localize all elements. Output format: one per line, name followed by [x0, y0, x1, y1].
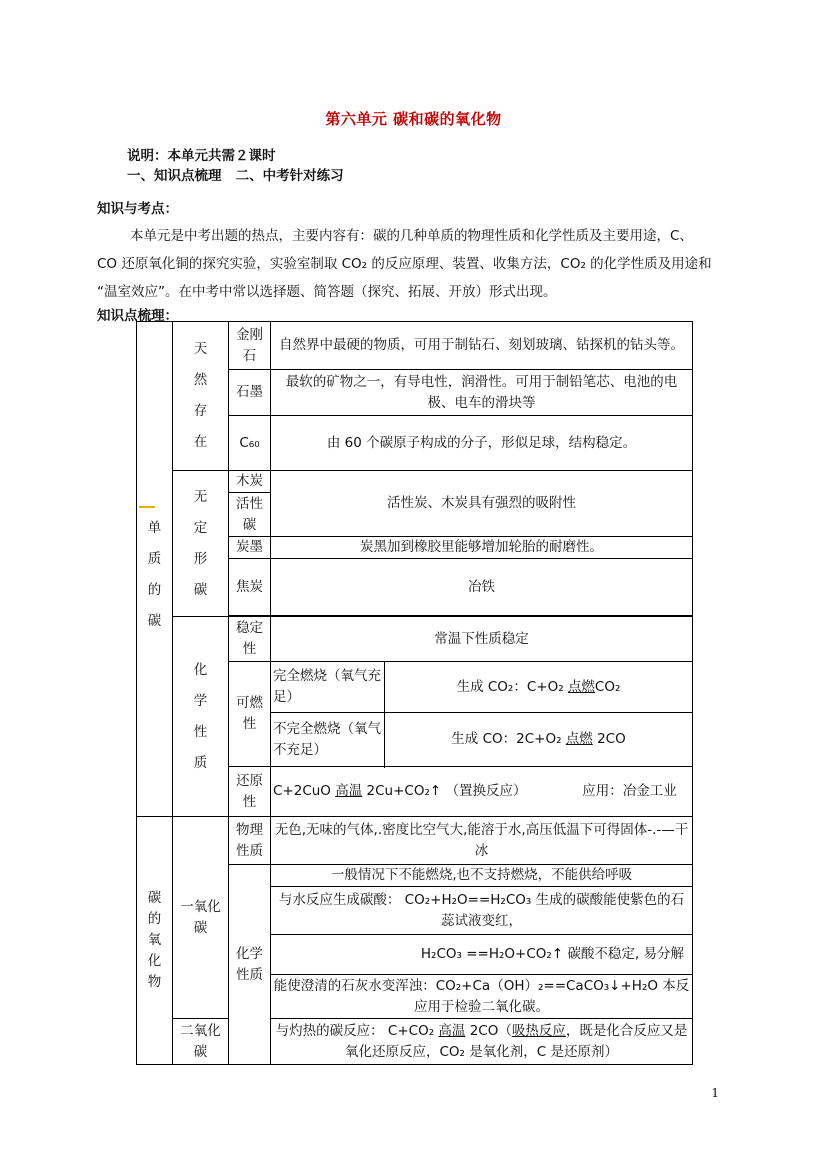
hot-carbon-reaction: 与灼热的碳反应： C+CO₂ 高温 2CO（吸热反应，既是化合反应又是氧化还原反应，CO₂ 是氧化剂，C 是还原剂）	[271, 1019, 693, 1065]
incomplete-label: 不完全燃烧（氧气不充足）	[271, 713, 385, 767]
adsorb-text: 活性炭、木炭具有强烈的吸附性	[271, 471, 693, 537]
activated-label: 活性碳	[229, 493, 271, 537]
charcoal-label: 木炭	[229, 471, 271, 493]
yellow-mark	[139, 506, 155, 508]
coke-text: 冶铁	[271, 559, 693, 616]
chem-row-3: H₂CO₃ ==H₂O+CO₂↑ 碳酸不稳定, 易分解	[271, 935, 693, 975]
heading-knowledge: 知识与考点：	[97, 201, 178, 217]
chem-label: 化学性质	[229, 865, 271, 1065]
intro-line-2: CO 还原氧化铜的探究实验，实验室制取 CO₂ 的反应原理、装置、收集方法，CO₂ 的化学性质及用途和	[97, 256, 712, 272]
c60-text: 由 60 个碳原子构成的分子，形似足球，结构稳定。	[271, 416, 693, 471]
note: 说明：本单元共需２课时	[127, 148, 276, 164]
group-carbon-oxides: 碳 的 氧 化 物	[137, 817, 173, 1065]
carbonblack-text: 炭黑加到橡胶里能够增加轮胎的耐磨性。	[271, 537, 693, 559]
diamond-text: 自然界中最硬的物质，可用于制钻石、刻划玻璃、钻探机的钻头等。	[271, 322, 693, 370]
graphite-label: 石墨	[229, 370, 271, 416]
chem-row-4: 能使澄清的石灰水变浑浊：CO₂+Ca（OH）₂==CaCO₃↓+H₂O 本反应用于检验二氧化碳。	[271, 975, 693, 1019]
co2-label: 二氧化碳	[173, 1019, 229, 1065]
reduce-label: 还原性	[229, 767, 271, 817]
knowledge-table	[136, 321, 693, 1065]
c60-label: C₆₀	[229, 416, 271, 471]
stable-label: 稳定性	[229, 617, 271, 662]
combust-label: 可燃性	[229, 662, 271, 767]
reduce-equation: C+2CuO 高温 2Cu+CO₂↑ （置换反应） 应用：冶金工业	[271, 767, 693, 817]
complete-equation: 生成 CO₂：C+O₂ 点燃CO₂	[385, 662, 693, 713]
carbonblack-label: 炭墨	[229, 537, 271, 559]
intro-line-1: 本单元是中考出题的热点，主要内容有：碳的几种单质的物理性质和化学性质及主要用途，C、	[130, 228, 693, 244]
stable-text: 常温下性质稳定	[271, 617, 693, 662]
graphite-text: 最软的矿物之一，有导电性，润滑性。可用于制铅笔芯、电池的电极、电车的滑块等	[271, 370, 693, 416]
diamond-label: 金刚石	[229, 322, 271, 370]
chem-row-2: 与水反应生成碳酸： CO₂+H₂O==H₂CO₃ 生成的碳酸能使紫色的石蕊试液变红，	[271, 887, 693, 935]
natural-carbon: 天 然 存 在	[173, 322, 229, 471]
chem-row-1: 一般情况下不能燃烧,也不支持燃烧，不能供给呼吸	[271, 865, 693, 887]
phys-text: 无色,无味的气体,.密度比空气大,能溶于水,高压低温下可得固体-.-—干冰	[271, 817, 693, 865]
coke-label: 焦炭	[229, 559, 271, 616]
complete-label: 完全燃烧（氧气充足）	[271, 662, 385, 713]
sections: 一、知识点梳理 二、中考针对练习	[127, 168, 344, 184]
phys-label: 物理性质	[229, 817, 271, 865]
heading-summary: 知识点梳理：	[97, 308, 178, 324]
chemical-properties: 化 学 性 质	[173, 617, 229, 817]
intro-line-3: “温室效应”。在中考中常以选择题、简答题（探究、拓展、开放）形式出现。	[97, 284, 557, 300]
incomplete-equation: 生成 CO：2C+O₂ 点燃 2CO	[385, 713, 693, 767]
group-single-carbon: 单 质 的 碳	[137, 322, 173, 817]
page-number: 1	[711, 1086, 719, 1100]
amorphous-carbon: 无 定 形 碳	[173, 471, 229, 617]
co-label: 一氧化碳	[173, 817, 229, 1019]
page-title: 第六单元 碳和碳的氧化物	[325, 110, 502, 128]
